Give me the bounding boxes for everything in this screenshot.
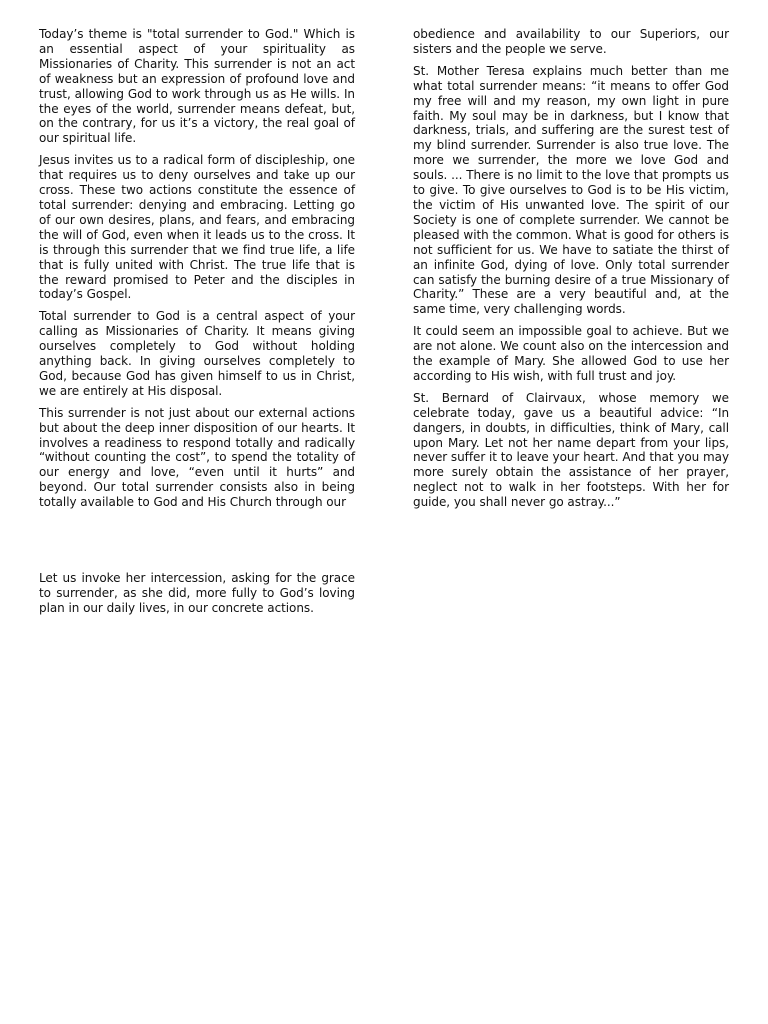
left-column (39, 27, 355, 517)
paragraph-central-aspect: Total surrender to God is a central aspect of your calling as Missionaries of Charity. It means giving ourselves completely to God without holding anything back. In giving ourselves completely to God, because God has given himself to us in Christ, we are entirely at His disposal. (39, 309, 355, 398)
paragraph-mary-example: It could seem an impossible goal to achieve. But we are not alone. We count also on the intercession and the example of Mary. She allowed God to use her according to His wish, with full trust and joy. (413, 324, 729, 383)
paragraph-mother-teresa-quote: St. Mother Teresa explains much better than me what total surrender means: “it means to offer God my free will and my reason, my own light in pure faith. My soul may be in darkness, but I know that darkness, trials, and suffering are the surest test of my blind surrender. Surrender is also true love. The more we surrender, the more we love God and souls. ... There is no limit to the love that prompts us to give. To give ourselves to God is to be His victim, the victim of His unwanted love. The spirit of our Society is one of complete surrender. We cannot be pleased with the common. What is good for others is not sufficient for us. We have to satiate the thirst of an infinite God, dying of love. Only total surrender can satisfy the burning desire of a true Missionary of Charity.” These are a very beautiful and, at the same time, very challenging words. (413, 63, 729, 317)
paragraph-theme: Today’s theme is "total surrender to God." Which is an essential aspect of your spirituality as Missionaries of Charity. This surrender is not an act of weakness but an expression of profound love and trust, allowing God to work through us as He wills. In the eyes of the world, surrender means defeat, but, on the contrary, for us it’s a victory, the real goal of our spiritual life. (39, 27, 355, 146)
right-column (413, 27, 729, 517)
paragraph-discipleship: Jesus invites us to a radical form of discipleship, one that requires us to deny ourselves and take up our cross. These two actions constitute the essence of total surrender: denying and embracing. Letting go of our own desires, plans, and fears, and embracing the will of God, even when it leads us to the cross. It is through this surrender that we find true life, a life that is fully united with Christ. The true life that is the reward promised to Peter and the disciples in today’s Gospel. (39, 153, 355, 302)
paragraph-closing-intercession: Let us invoke her intercession, asking for the grace to surrender, as she did, more fully to God’s loving plan in our daily lives, in our concrete actions. (39, 571, 355, 615)
paragraph-obedience: obedience and availability to our Superiors, our sisters and the people we serve. (413, 27, 729, 56)
paragraph-inner-disposition: This surrender is not just about our external actions but about the deep inner disposition of our hearts. It involves a readiness to respond totally and radically “without counting the cost”, to spend the totality of our energy and love, “even until it hurts” and beyond. Our total surrender consists also in being totally available to God and His Church through our (39, 405, 355, 510)
paragraph-st-bernard-quote: St. Bernard of Clairvaux, whose memory we celebrate today, gave us a beautiful advice: “In dangers, in doubts, in difficulties, think of Mary, call upon Mary. Let not her name depart from your lips, never suffer it to leave your heart. And that you may more surely obtain the assistance of her prayer, neglect not to walk in her footsteps. With her for guide, you shall never go astray...” (413, 390, 729, 510)
